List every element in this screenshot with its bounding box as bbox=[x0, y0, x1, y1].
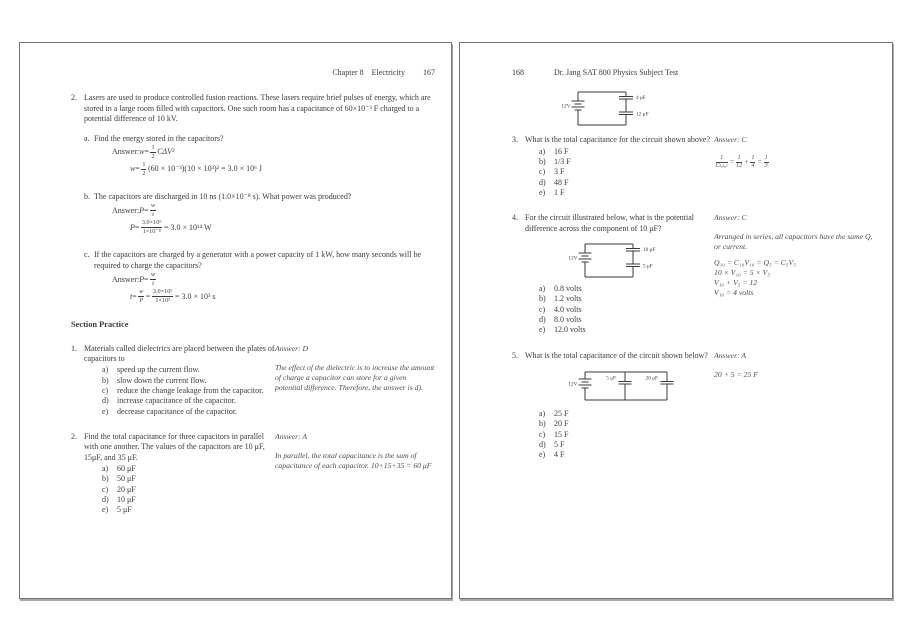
practice-question-1 bbox=[71, 344, 435, 417]
option-item: a) speed up the current flow. bbox=[102, 365, 200, 375]
question-number: 2. bbox=[71, 431, 77, 441]
part-a bbox=[84, 134, 435, 177]
option-item: d) 8.0 volts bbox=[539, 315, 582, 324]
left-page-header bbox=[71, 68, 435, 78]
answer-label: Answer: A bbox=[275, 431, 308, 441]
answer-column bbox=[714, 135, 876, 198]
answer-step: 10 × V₁₀ = 5 × V₅ bbox=[714, 268, 771, 278]
option-item: e) 12.0 volts bbox=[539, 325, 586, 335]
answer-label: Answer: C bbox=[714, 213, 747, 223]
options-list bbox=[539, 147, 714, 198]
question-number: 4. bbox=[512, 213, 518, 223]
question-5 bbox=[512, 351, 876, 461]
capacitor-label: 5 μF bbox=[643, 263, 653, 270]
formula-line: t = $\frac{w}{P}$ = $\frac{\text{3.0×10⁶}}{\text{1×10³}}$ = 3.0 × 10³ s bbox=[130, 287, 216, 304]
page-number: 167 bbox=[423, 68, 435, 77]
capacitor-icon bbox=[626, 249, 640, 252]
question-text: Materials called dielectrics are placed between the plates of capacitors to bbox=[84, 343, 275, 364]
option-item: a) 0.8 volts bbox=[539, 284, 582, 294]
options-list bbox=[102, 464, 275, 515]
part-b-label: b. bbox=[84, 192, 90, 202]
section-practice-heading: Section Practice bbox=[71, 320, 129, 330]
answer-column bbox=[275, 432, 435, 516]
answer-calc: 20 + 5 = 25 F bbox=[714, 369, 758, 379]
battery-label: 12V bbox=[568, 255, 578, 262]
answer-note: In parallel, the total capacitance is the sum of capacitance of each capacitor. 10+15+35 = 60 μF bbox=[275, 450, 432, 470]
part-c-text: If the capacitors are charged by a generator with a power capacity of 1 kW, how many seconds will be required to charge the capacitors? bbox=[94, 250, 421, 270]
formula-line: Answer: P = $\frac{w}{t}$ bbox=[112, 270, 156, 287]
question-3 bbox=[512, 135, 876, 198]
battery-label: 12V bbox=[561, 103, 571, 110]
question-number: 1. bbox=[71, 343, 77, 353]
right-page-header bbox=[512, 68, 876, 78]
option-item: a) 60 μF bbox=[102, 464, 136, 474]
part-c bbox=[84, 250, 435, 304]
option-item: e) decrease capacitance of the capacitor. bbox=[102, 406, 238, 416]
option-item: d) 5 F bbox=[539, 439, 565, 449]
option-item: c) 20 μF bbox=[102, 484, 136, 494]
answer-step: V₁₀ + V₅ = 12 bbox=[714, 278, 758, 288]
page-right-168 bbox=[459, 42, 893, 599]
question-text: What is the total capacitance of the circuit shown below? bbox=[525, 350, 708, 360]
options-list bbox=[539, 409, 714, 460]
capacitor-label: 12 μF bbox=[636, 111, 649, 118]
battery-icon bbox=[572, 101, 585, 110]
circuit-diagram-q4 bbox=[567, 239, 667, 281]
answer-label: Answer: D bbox=[275, 343, 309, 353]
capacitor-icon bbox=[661, 382, 674, 385]
option-item: e) 5 μF bbox=[102, 505, 132, 515]
capacitor-label: 10 μF bbox=[643, 247, 656, 254]
answer-formula: $\frac{1}{\text{Cₜₒₜₐₗ}}$ = $\frac{1}{12}$ + $\frac{1}{4}$ = $\frac{1}{3}$ bbox=[715, 153, 768, 170]
option-item: c) 3 F bbox=[539, 167, 565, 177]
formula-line: w = $\frac{1}{2}$ (60 × 10⁻³)(10 × 10³)² = 3.0 × 10⁶ J bbox=[130, 160, 262, 177]
answer-label: Answer: A bbox=[714, 350, 747, 360]
answer-step: Q₁₀ = C₁₀V₁₀ = Q₅ = C₅V₅ bbox=[714, 258, 796, 268]
answer-note: The effect of the dielectric is to increase the amount of charge a capacitor can store for a given potential difference. Therefore, the answer is d). bbox=[275, 362, 435, 392]
capacitor-label: 4 μF bbox=[636, 95, 646, 102]
option-item: a) 16 F bbox=[539, 146, 569, 156]
part-a-label: a. bbox=[84, 133, 90, 143]
option-item: c) 15 F bbox=[539, 429, 569, 439]
question-text: What is the total capacitance for the circuit shown above? bbox=[525, 135, 711, 145]
option-item: b) 1/3 F bbox=[539, 157, 571, 167]
option-item: d) increase capacitance of the capacitor. bbox=[102, 396, 236, 406]
practice-question-2 bbox=[71, 432, 435, 516]
capacitor-icon bbox=[619, 97, 633, 100]
option-item: e) 4 F bbox=[539, 450, 565, 460]
answer-column bbox=[714, 351, 876, 461]
capacitor-icon bbox=[626, 264, 640, 267]
option-item: c) reduce the change leakage from the capacitor. bbox=[102, 386, 264, 396]
battery-icon bbox=[579, 253, 592, 262]
circuit-diagram-q3 bbox=[560, 87, 660, 129]
page-left-167 bbox=[19, 42, 452, 599]
question-number: 2. bbox=[71, 93, 77, 103]
option-item: b) 50 μF bbox=[102, 474, 136, 484]
question-text: Lasers are used to produce controlled fusion reactions. These lasers require brief pulses of energy, which are stored in a large room filled with capacitors. One such room has a capacitance of 60×10⁻³ F charged to a potential difference of 10 kV. bbox=[84, 93, 431, 124]
answer-steps bbox=[714, 258, 876, 298]
answer-step: V₁₀ = 4 volts bbox=[714, 288, 754, 298]
part-a-text: Find the energy stored in the capacitors? bbox=[94, 133, 224, 143]
question-text: Find the total capacitance for three capacitors in parallel with one another. The values of the capacitors are 10 μF, 15μF, and 35 μF. bbox=[84, 431, 265, 462]
question-number: 5. bbox=[512, 350, 518, 360]
option-item: d) 48 F bbox=[539, 177, 569, 187]
answer-column bbox=[275, 344, 435, 417]
option-item: b) 1.2 volts bbox=[539, 294, 582, 304]
question-text: For the circuit illustrated below, what is the potential difference across the component of 10 μF? bbox=[525, 213, 694, 233]
part-b-text: The capacitors are discharged in 10 ns (1.0×10⁻⁸ s). What power was produced? bbox=[94, 192, 352, 202]
circuit-diagram-q5 bbox=[567, 366, 685, 406]
capacitor-icon bbox=[619, 382, 632, 385]
capacitor-label: 5 μF bbox=[606, 375, 616, 382]
capacitor-icon bbox=[619, 112, 633, 115]
part-b bbox=[84, 192, 435, 235]
options-list bbox=[102, 365, 275, 416]
option-item: b) slow down the current flow. bbox=[102, 375, 207, 385]
chapter-topic: Electricity bbox=[371, 68, 405, 77]
option-item: c) 4.0 volts bbox=[539, 304, 582, 314]
option-item: e) 1 F bbox=[539, 188, 565, 197]
battery-label: 12V bbox=[568, 381, 578, 388]
question-4 bbox=[512, 213, 876, 335]
answer-column bbox=[714, 213, 876, 335]
formula-line: Answer: P = $\frac{w}{t}$ bbox=[112, 202, 156, 218]
question-number: 3. bbox=[512, 135, 518, 145]
book-title: Dr. Jang SAT 800 Physics Subject Test bbox=[554, 68, 679, 77]
options-list bbox=[539, 284, 714, 335]
chapter-label: Chapter 8 bbox=[332, 68, 364, 77]
question-2-worked bbox=[71, 93, 435, 304]
answer-label: Answer: C bbox=[714, 135, 747, 145]
part-c-label: c. bbox=[84, 250, 90, 260]
formula-line: P = $\frac{\text{3.0×10⁶}}{\text{1×10⁻⁸}}$ = 3.0 × 10¹⁴ W bbox=[130, 219, 212, 235]
option-item: a) 25 F bbox=[539, 409, 569, 418]
page-number: 168 bbox=[512, 68, 524, 77]
answer-note: Arranged in series, all capacitors have the same Q, or current. bbox=[714, 232, 873, 252]
option-item: d) 10 μF bbox=[102, 495, 136, 505]
formula-line: Answer: w = $\frac{1}{2}$ CΔV² bbox=[112, 143, 175, 160]
option-item: b) 20 F bbox=[539, 419, 569, 429]
capacitor-label: 20 μF bbox=[645, 375, 658, 382]
battery-icon bbox=[579, 379, 592, 388]
